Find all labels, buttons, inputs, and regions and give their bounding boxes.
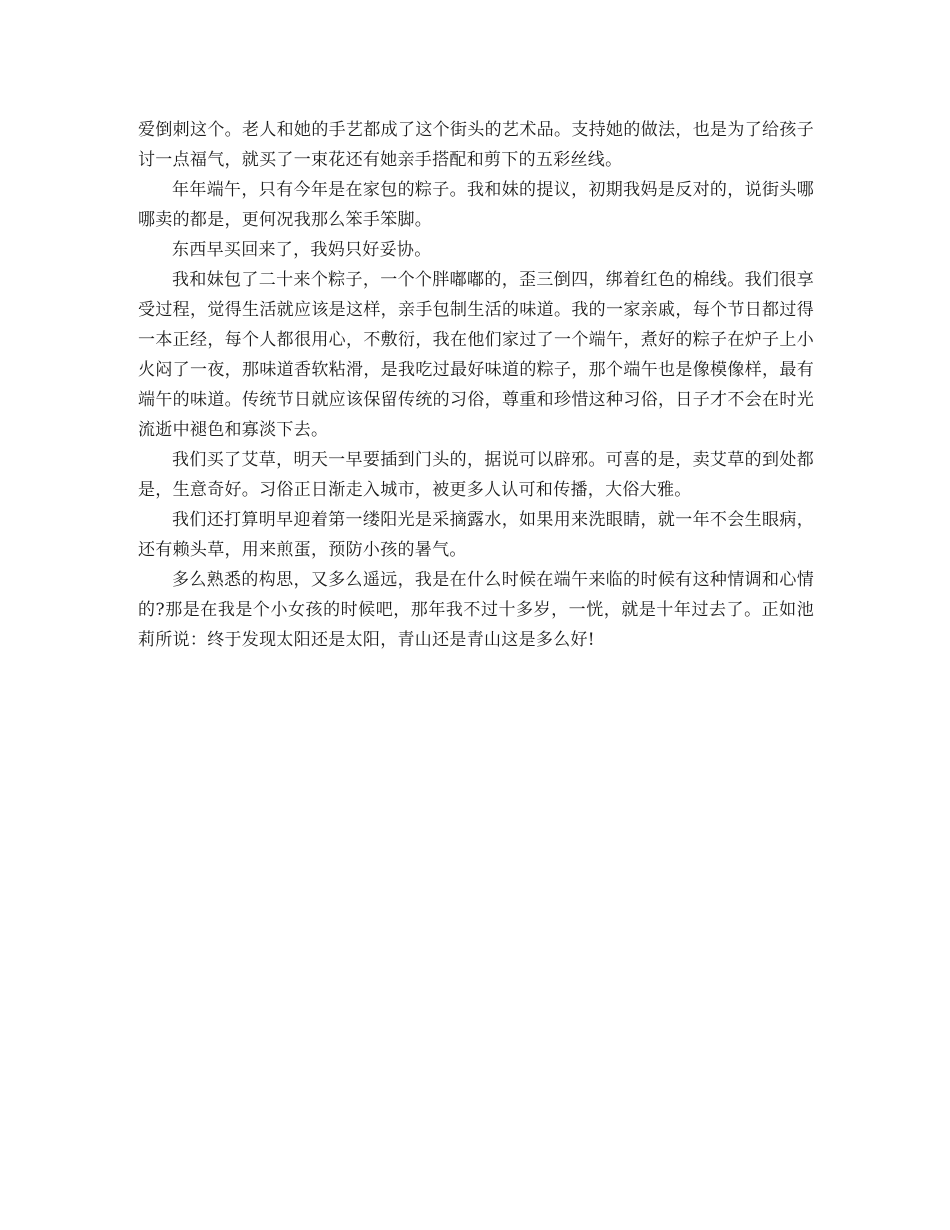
paragraph: 多么熟悉的构思，又多么遥远，我是在什么时候在端午来临的时候有这种情调和心情的?那是在我是个小女孩的时候吧，那年我不过十多岁，一恍，就是十年过去了。正如池莉所说：终于发现太阳还是太阳，青山还是青山这是多么好! bbox=[138, 570, 814, 650]
paragraph: 东西早买回来了，我妈只好妥协。 bbox=[172, 240, 432, 260]
paragraph: 我们还打算明早迎着第一缕阳光是采摘露水，如果用来洗眼睛，就一年不会生眼病，还有赖头草，用来煎蛋，预防小孩的暑气。 bbox=[138, 510, 814, 560]
paragraph: 年年端午，只有今年是在家包的粽子。我和妹的提议，初期我妈是反对的，说街头哪哪卖的都是，更何况我那么笨手笨脚。 bbox=[138, 180, 814, 230]
article-body bbox=[138, 115, 814, 655]
paragraph-continuation: 爱倒刺这个。老人和她的手艺都成了这个街头的艺术品。支持她的做法，也是为了给孩子讨一点福气，就买了一束花还有她亲手搭配和剪下的五彩丝线。 bbox=[138, 120, 814, 170]
paragraph: 我们买了艾草，明天一早要插到门头的，据说可以辟邪。可喜的是，卖艾草的到处都是，生意奇好。习俗正日渐走入城市，被更多人认可和传播，大俗大雅。 bbox=[138, 450, 814, 500]
paragraph: 我和妹包了二十来个粽子，一个个胖嘟嘟的，歪三倒四，绑着红色的棉线。我们很享受过程，觉得生活就应该是这样，亲手包制生活的味道。我的一家亲戚，每个节日都过得一本正经，每个人都很用心，不敷衍，我在他们家过了一个端午，煮好的粽子在炉子上小火闷了一夜，那味道香软粘滑，是我吃过最好味道的粽子，那个端午也是像模像样，最有端午的味道。传统节日就应该保留传统的习俗，尊重和珍惜这种习俗，日子才不会在时光流逝中褪色和寡淡下去。 bbox=[138, 270, 814, 440]
